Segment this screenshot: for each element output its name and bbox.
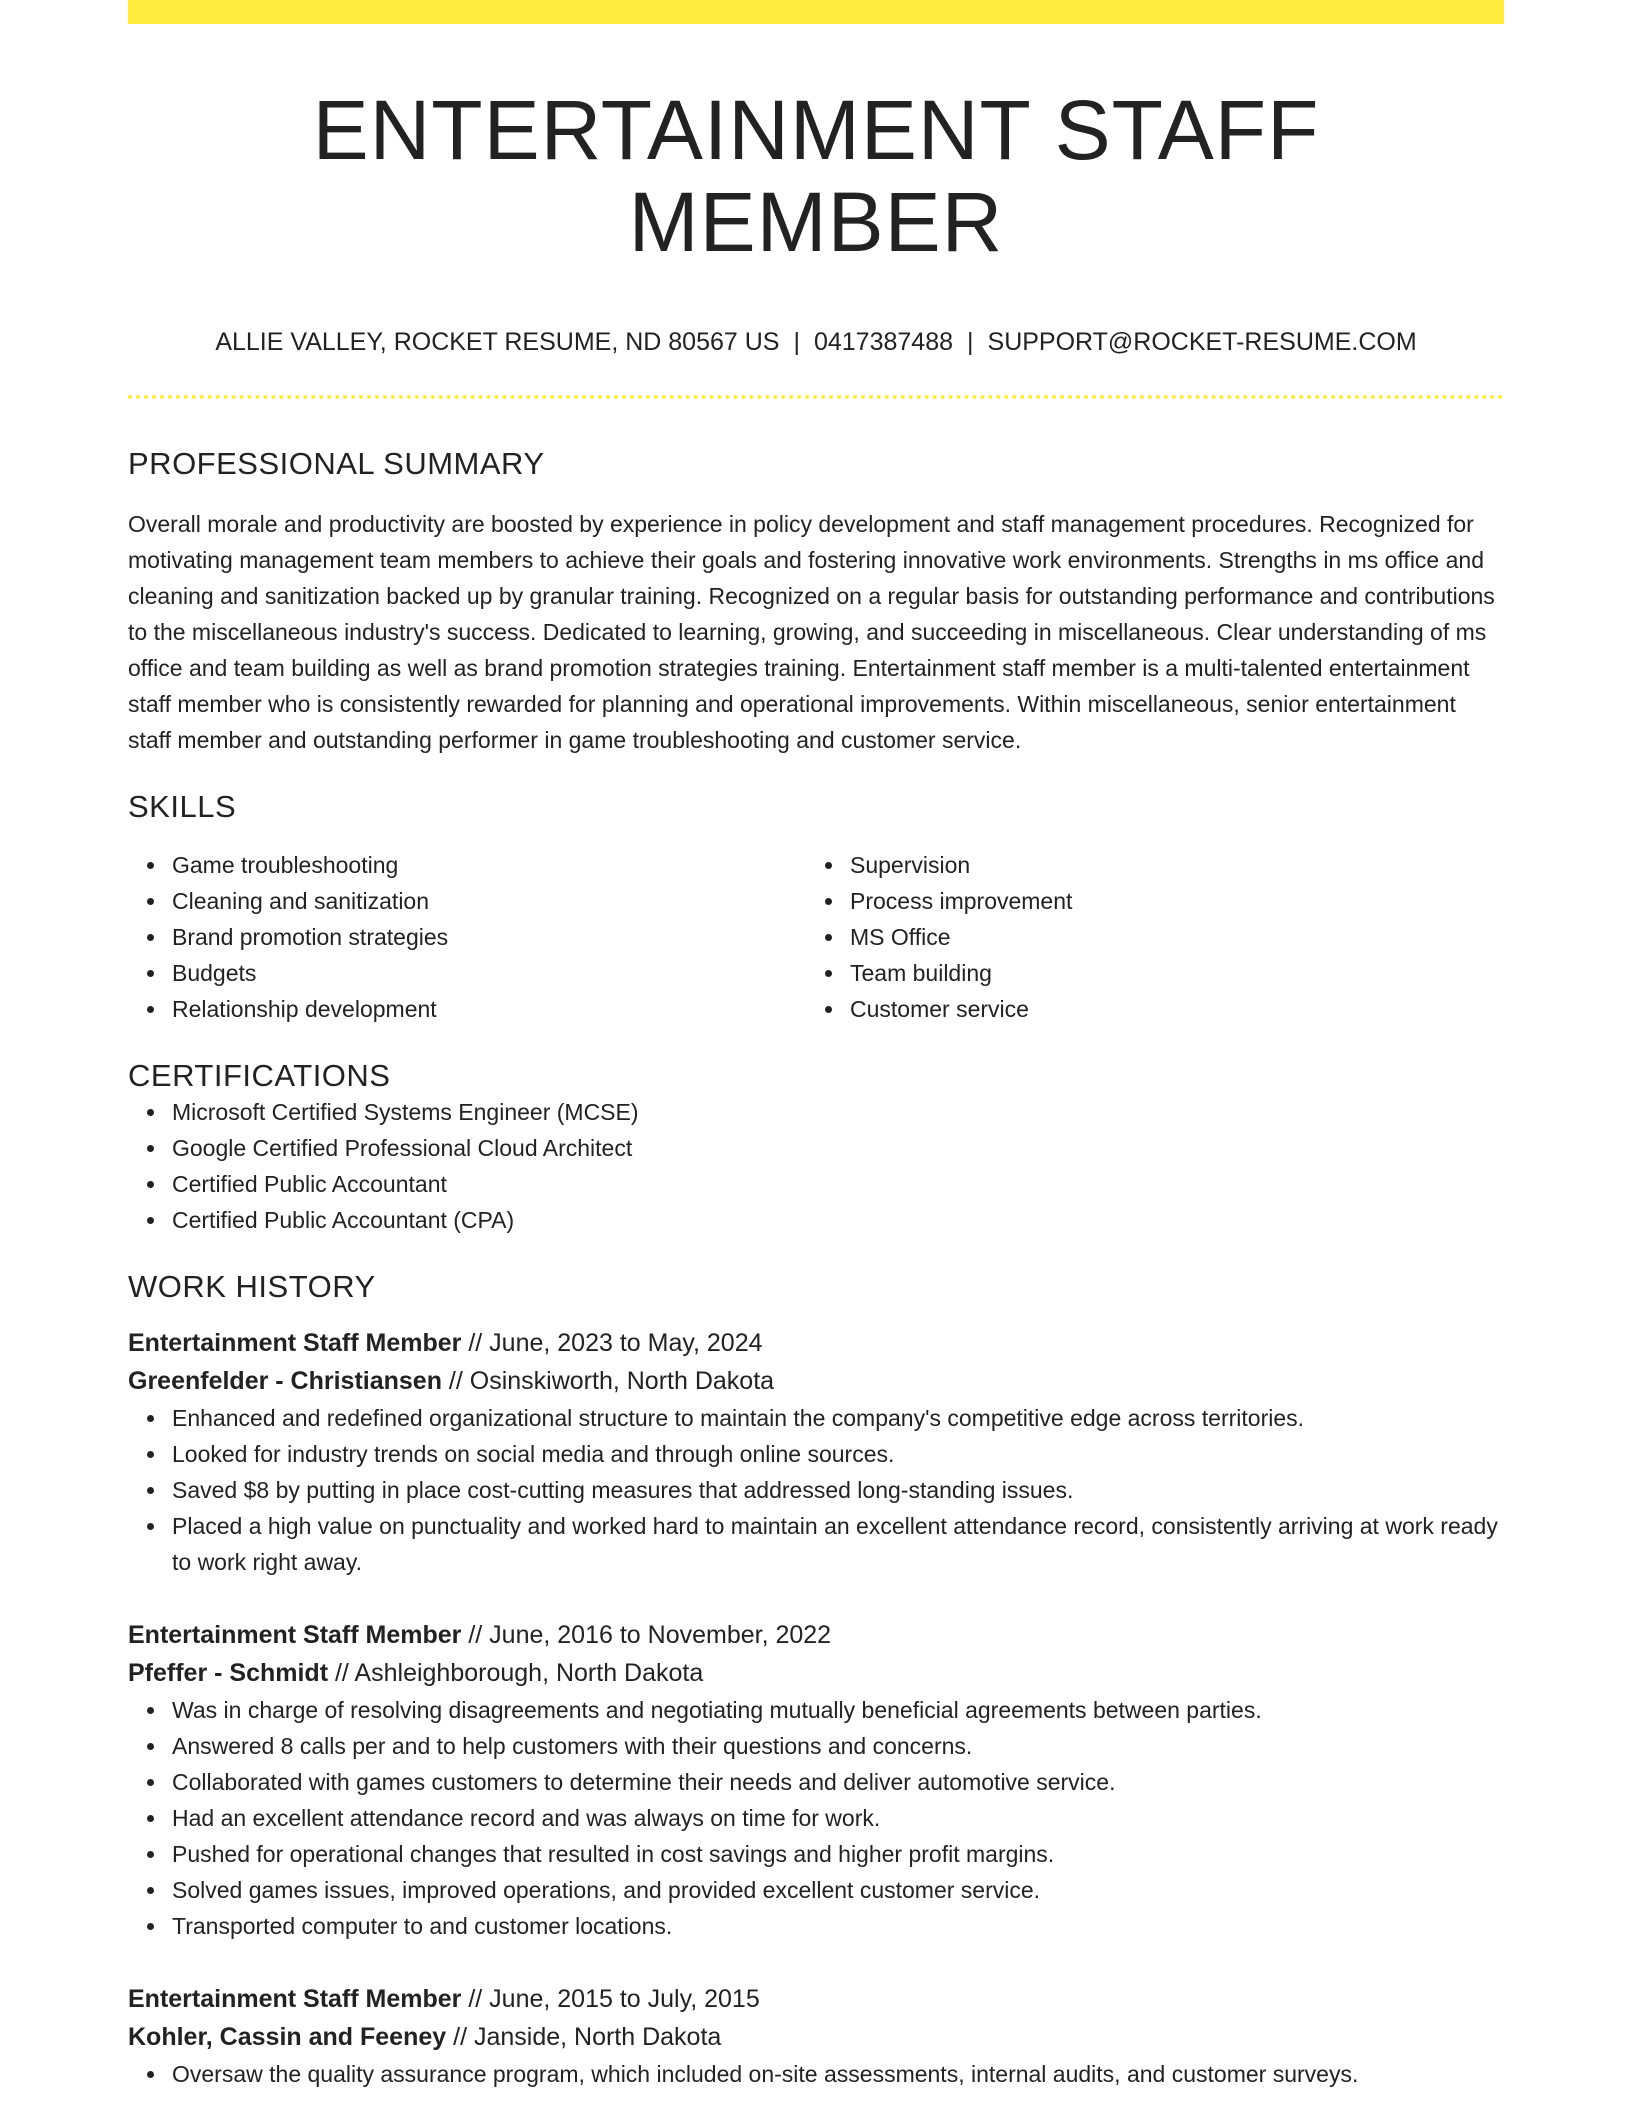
job-duty: Looked for industry trends on social media and through online sources. <box>172 1436 1504 1472</box>
job-duty: Pushed for operational changes that resulted in cost savings and higher profit margins. <box>172 1836 1504 1872</box>
skills-heading: SKILLS <box>128 788 237 824</box>
job-duty: Answered 8 calls per and to help customers with their questions and concerns. <box>172 1728 1504 1764</box>
job-title-line <box>128 1980 1504 2018</box>
job-company: Greenfelder - Christiansen <box>128 1366 442 1395</box>
contact-separator: | <box>793 327 800 356</box>
certification-item: Microsoft Certified Systems Engineer (MCSE) <box>172 1094 1504 1130</box>
job-dates: // June, 2015 to July, 2015 <box>461 1984 760 2013</box>
certifications-heading: CERTIFICATIONS <box>128 1058 391 1094</box>
contact-phone: 0417387488 <box>813 327 954 356</box>
job-company-line <box>128 1362 1504 1400</box>
certification-item: Certified Public Accountant (CPA) <box>172 1202 1504 1238</box>
skill-item: MS Office <box>850 919 1484 955</box>
contact-line <box>128 327 1504 357</box>
summary-heading: PROFESSIONAL SUMMARY <box>128 445 545 481</box>
job-duty: Placed a high value on punctuality and worked hard to maintain an excellent attendance record, consistently arriving at work ready to work right away. <box>172 1508 1504 1580</box>
job-title-line <box>128 1324 1504 1362</box>
job-location: // Osinskiworth, North Dakota <box>441 1366 775 1395</box>
job-duty: Was in charge of resolving disagreements and negotiating mutually beneficial agreements between parties. <box>172 1692 1504 1728</box>
job-entry <box>128 1980 1504 2092</box>
job-company-line <box>128 2018 1504 2056</box>
dotted-divider <box>128 395 1504 399</box>
job-duty: Enhanced and redefined organizational structure to maintain the company's competitive edge across territories. <box>172 1400 1504 1436</box>
job-company: Pfeffer - Schmidt <box>128 1658 329 1687</box>
skill-item: Relationship development <box>172 991 806 1027</box>
job-entry <box>128 1616 1504 1944</box>
resume-page <box>128 0 1504 2092</box>
skill-item: Process improvement <box>850 883 1484 919</box>
job-entry <box>128 1324 1504 1580</box>
skill-item: Supervision <box>850 847 1484 883</box>
certification-item: Certified Public Accountant <box>172 1166 1504 1202</box>
job-duties <box>128 2056 1504 2092</box>
job-duty: Collaborated with games customers to determine their needs and deliver automotive service. <box>172 1764 1504 1800</box>
job-duties <box>128 1692 1504 1944</box>
contact-address: ALLIE VALLEY, ROCKET RESUME, ND 80567 US <box>215 327 780 356</box>
job-role: Entertainment Staff Member <box>128 1328 462 1357</box>
job-role: Entertainment Staff Member <box>128 1620 462 1649</box>
job-location: // Ashleighborough, North Dakota <box>328 1658 704 1687</box>
job-company: Kohler, Cassin and Feeney <box>128 2022 447 2051</box>
job-duty: Oversaw the quality assurance program, which included on-site assessments, internal audits, and customer surveys. <box>172 2056 1504 2092</box>
skill-item: Team building <box>850 955 1484 991</box>
job-duty: Solved games issues, improved operations, and provided excellent customer service. <box>172 1872 1504 1908</box>
job-duty: Had an excellent attendance record and was always on time for work. <box>172 1800 1504 1836</box>
skill-item: Game troubleshooting <box>172 847 806 883</box>
skill-item: Budgets <box>172 955 806 991</box>
job-duties <box>128 1400 1504 1580</box>
work-history-heading: WORK HISTORY <box>128 1269 376 1305</box>
skill-item: Brand promotion strategies <box>172 919 806 955</box>
certification-item: Google Certified Professional Cloud Architect <box>172 1130 1504 1166</box>
job-dates: // June, 2016 to November, 2022 <box>461 1620 832 1649</box>
candidate-name: ENTERTAINMENT STAFF MEMBER <box>312 83 1320 270</box>
contact-email: SUPPORT@ROCKET-RESUME.COM <box>987 327 1417 356</box>
certifications-list <box>128 1094 1504 1238</box>
job-location: // Janside, North Dakota <box>446 2022 722 2051</box>
skill-item: Customer service <box>850 991 1484 1027</box>
job-title-line <box>128 1616 1504 1654</box>
job-duty: Saved $8 by putting in place cost-cutting measures that addressed long-standing issues. <box>172 1472 1504 1508</box>
job-dates: // June, 2023 to May, 2024 <box>461 1328 763 1357</box>
skills-right-column <box>806 847 1484 1027</box>
job-role: Entertainment Staff Member <box>128 1984 462 2013</box>
summary-text: Overall morale and productivity are boosted by experience in policy development and staff management procedures. Recognized for motivating management team members to achieve their goals and fostering innovative work environments. Strengths in ms office and cleaning and sanitization backed up by granular training. Recognized on a regular basis for outstanding performance and contributions to the miscellaneous industry's success. Dedicated to learning, growing, and succeeding in miscellaneous. Clear understanding of ms office and team building as well as brand promotion strategies training. Entertainment staff member is a multi-talented entertainment staff member who is consistently rewarded for planning and operational improvements. Within miscellaneous, senior entertainment staff member and outstanding performer in game troubleshooting and customer service. <box>128 510 1495 753</box>
job-company-line <box>128 1654 1504 1692</box>
skills-left-column <box>128 847 806 1027</box>
contact-separator: | <box>967 327 974 356</box>
skills-columns <box>128 847 1504 1027</box>
job-duty: Transported computer to and customer locations. <box>172 1908 1504 1944</box>
accent-top-bar <box>128 0 1504 24</box>
skill-item: Cleaning and sanitization <box>172 883 806 919</box>
